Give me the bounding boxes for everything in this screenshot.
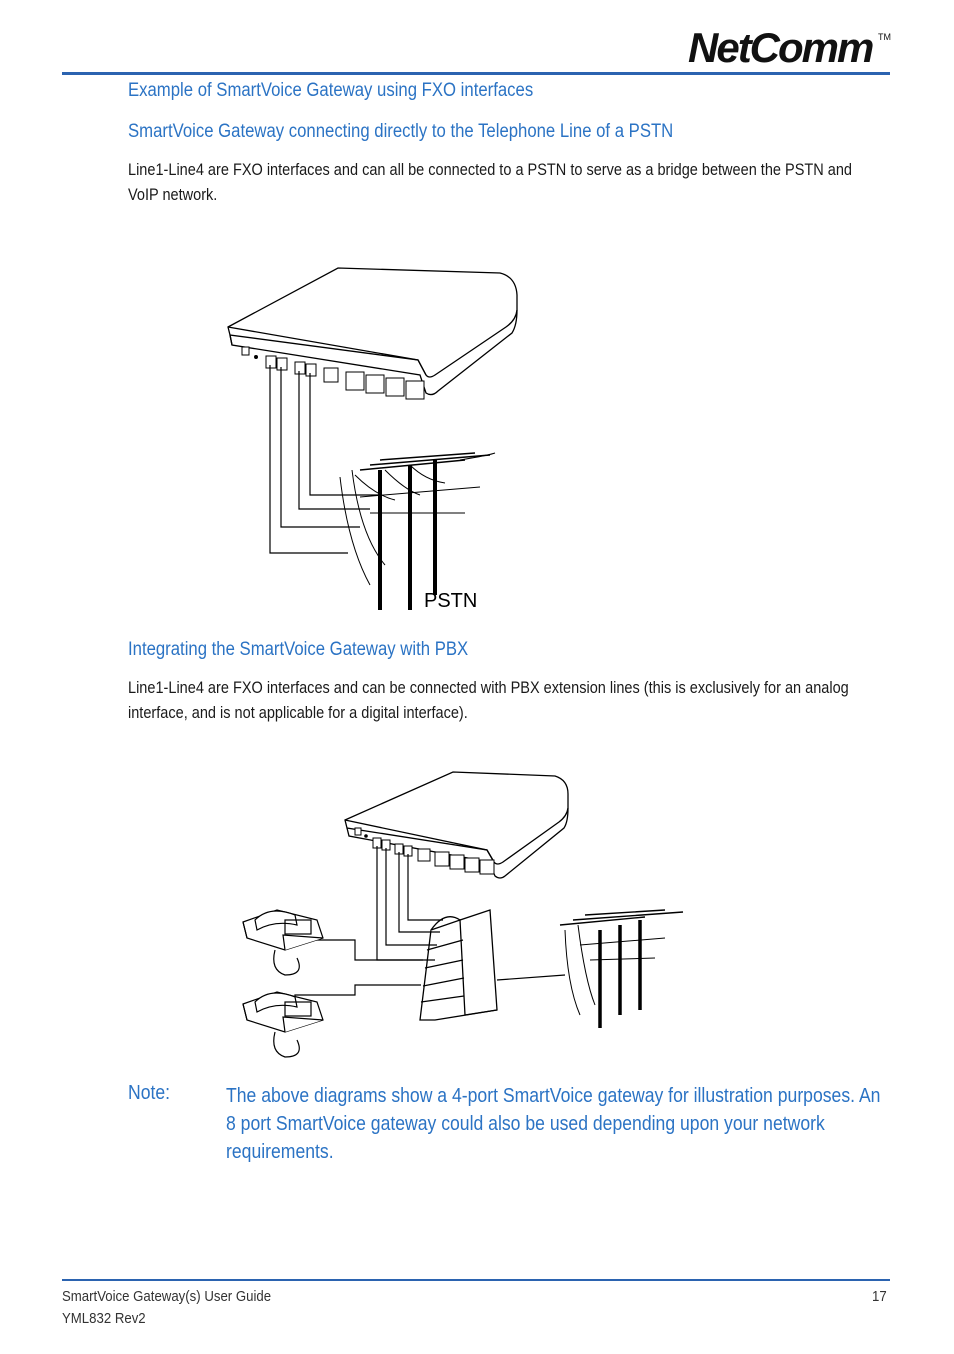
pbx-diagram [235,770,695,1065]
page-number: 17 [872,1288,887,1305]
note-label: Note: [128,1082,171,1104]
note-text: The above diagrams show a 4-port SmartVoice gateway for illustration purposes. An 8 port SmartVoice gateway could also be used depending upon your network requirements. [226,1085,881,1163]
logo-wordmark: NetComm [688,24,873,71]
footer-doc-id: YML832 Rev2 [62,1310,146,1327]
section-heading: Example of SmartVoice Gateway using FXO interfaces [128,80,534,101]
telephone-2 [243,992,323,1057]
netcomm-logo [688,22,893,72]
telephone-1 [243,910,323,975]
pstn-body-text: Line1-Line4 are FXO interfaces and can all be connected to a PSTN to serve as a bridge between the PSTN and VoIP network. [128,161,853,204]
trademark-mark: TM [878,32,891,42]
utility-poles-2 [560,910,683,1028]
utility-poles [340,453,495,610]
gateway-ports-2 [355,828,494,874]
pstn-label: PSTN [424,590,478,612]
header-rule [62,72,890,75]
footer-rule [62,1279,890,1281]
gateway-ports [242,347,424,399]
pbx-body-text: Line1-Line4 are FXO interfaces and can be connected with PBX extension lines (this is exclusively for an analog interface, and is not applicable for a digital interface). [128,679,849,722]
pstn-diagram [220,265,520,615]
pbx-subheading: Integrating the SmartVoice Gateway with PBX [128,639,469,660]
pstn-subheading: SmartVoice Gateway connecting directly to the Telephone Line of a PSTN [128,121,674,142]
footer-title: SmartVoice Gateway(s) User Guide [62,1288,272,1305]
pbx-tower [420,910,497,1020]
